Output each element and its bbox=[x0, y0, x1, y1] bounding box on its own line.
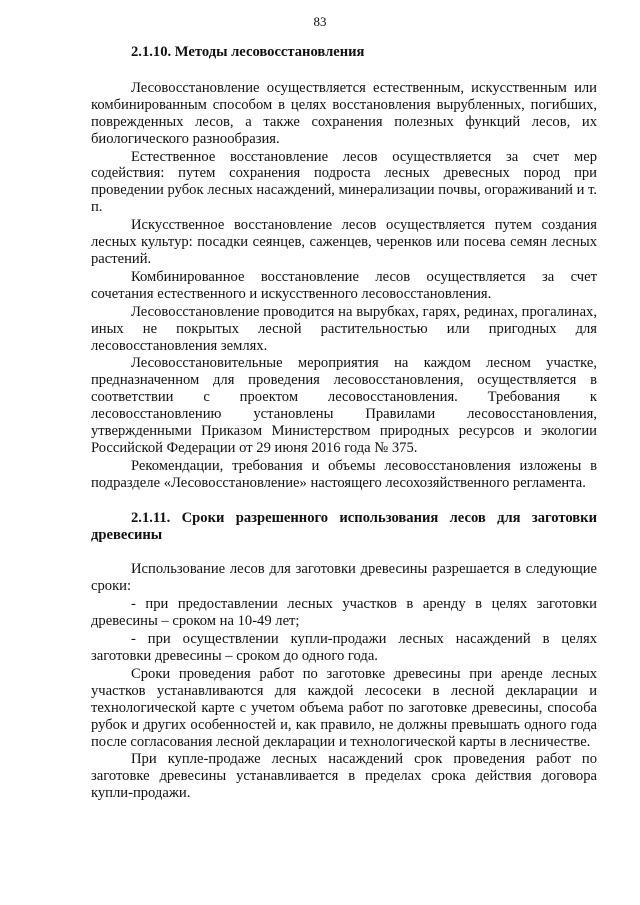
paragraph: При купле-продаже лесных насаждений срок проведения работ по заготовке древесины устанавливается в пределах срока действия договора купли-продажи. bbox=[91, 751, 597, 802]
paragraph: Использование лесов для заготовки древесины разрешается в следующие сроки: bbox=[91, 561, 597, 595]
paragraph: Лесовосстановление осуществляется естественным, искусственным или комбинированным способом в целях восстановления вырубленных, погибших, поврежденных лесов, а также сохранения полезных функций лесов, их биологического разнообразия. bbox=[91, 79, 597, 147]
paragraph: Рекомендации, требования и объемы лесовосстановления изложены в подразделе «Лесовосстановление» настоящего лесохозяйственного регламента. bbox=[91, 457, 597, 491]
list-item: - при осуществлении купли-продажи лесных насаждений в целях заготовки древесины – сроком до одного года. bbox=[91, 631, 597, 664]
list-item: - при предоставлении лесных участков в аренду в целях заготовки древесины – сроком на 10-49 лет; bbox=[91, 596, 597, 630]
paragraph: Комбинированное восстановление лесов осуществляется за счет сочетания естественного и искусственного лесовосстановления. bbox=[91, 268, 597, 302]
paragraph: Сроки проведения работ по заготовке древесины при аренде лесных участков устанавливаются для каждой лесосеки в лесной декларации и технологической карте с учетом объема работ по заготовке древесины, способа рубок и других особенностей и, как правило, не должны превышать одного года после согласования лесной декларации и технологической карты в лесничестве. bbox=[91, 665, 597, 750]
section-heading-timber-harvesting-terms: 2.1.11. Сроки разрешенного использования лесов для заготовки древесины bbox=[91, 509, 597, 543]
page-content bbox=[91, 44, 597, 802]
paragraph: Лесовосстановительные мероприятия на каждом лесном участке, предназначенном для проведения лесовосстановления, осуществляется в соответствии с проектом лесовосстановления. Требования к лесовосстановлению установлены Правилами лесовосстановления, утвержденными Приказом Министерством природных ресурсов и экологии Российской Федерации от 29 июня 2016 года № 375. bbox=[91, 355, 597, 456]
paragraph: Естественное восстановление лесов осуществляется за счет мер содействия: путем сохранения подроста лесных древесных пород при проведении рубок лесных насаждений, минерализации почвы, огораживаний и т. п. bbox=[91, 148, 597, 216]
section-heading-forest-restoration-methods: 2.1.10. Методы лесовосстановления bbox=[131, 44, 365, 60]
paragraph: Искусственное восстановление лесов осуществляется путем создания лесных культур: посадки сеянцев, саженцев, черенков или посева семян лесных растений. bbox=[91, 217, 597, 267]
page-number: 83 bbox=[313, 14, 327, 29]
paragraph: Лесовосстановление проводится на вырубках, гарях, рединах, прогалинах, иных не покрытых лесной растительностью или пригодных для лесовосстановления землях. bbox=[91, 303, 597, 354]
